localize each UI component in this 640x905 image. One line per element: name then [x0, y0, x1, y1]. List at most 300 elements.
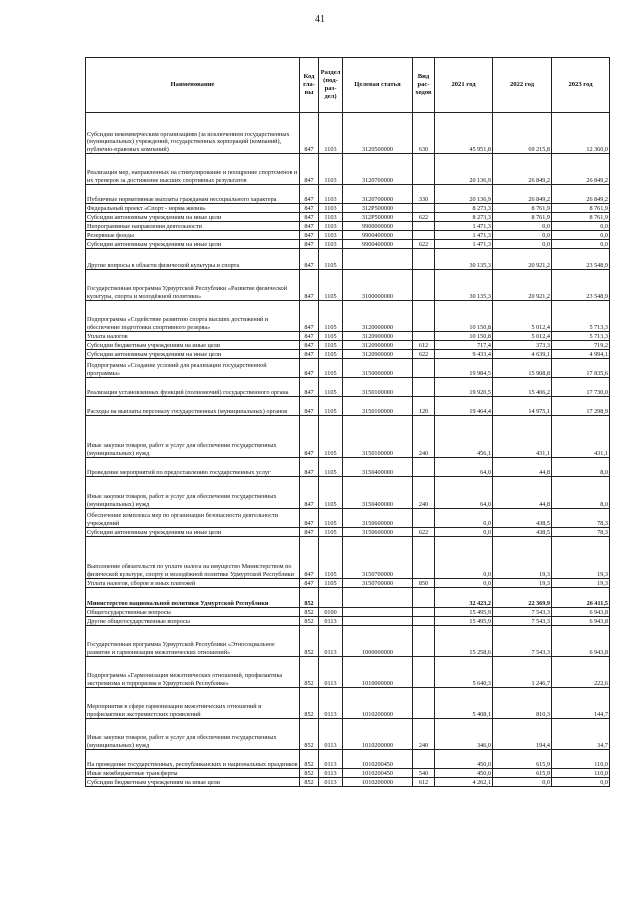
cell-2021: 5 640,3: [435, 657, 493, 688]
table-row: [86, 113, 610, 154]
cell-code: 847: [300, 416, 319, 458]
cell-section: 0113: [319, 617, 343, 626]
cell-section: 1105: [319, 359, 343, 378]
cell-2021: 20 136,9: [435, 185, 493, 204]
cell-2021: 346,0: [435, 719, 493, 750]
cell-2021: 0,0: [435, 579, 493, 588]
cell-name: Субсидии автономным учреждениям на иные цели: [86, 528, 300, 537]
table-header-row: [86, 58, 610, 113]
cell-article: 3120900000: [343, 350, 413, 359]
cell-expense-type: [413, 458, 435, 477]
cell-2022: 0,0: [493, 222, 552, 231]
cell-expense-type: [413, 617, 435, 626]
cell-name: Субсидии некоммерческим организациям (за исключением государственных (муниципальных) учреждений, государственных корпораций (компаний), публично-правовых компаний): [86, 113, 300, 154]
cell-code: 847: [300, 350, 319, 359]
cell-2022: 4 639,1: [493, 350, 552, 359]
cell-2021: 0,0: [435, 537, 493, 579]
cell-name: Публичные нормативные выплаты гражданам несоциального характера: [86, 185, 300, 204]
cell-2021: 15 495,9: [435, 608, 493, 617]
cell-2022: 194,4: [493, 719, 552, 750]
cell-expense-type: [413, 154, 435, 185]
cell-code: 852: [300, 688, 319, 719]
cell-article: 1010200000: [343, 688, 413, 719]
cell-name: Государственная программа Удмуртской Республики «Развитие физической культуры, спорта и молодёжной политики»: [86, 270, 300, 301]
cell-2021: 1 471,3: [435, 222, 493, 231]
cell-name: Подпрограмма «Гармонизация межэтнических отношений, профилактика экстремизма и терроризма в Удмуртской Республике»: [86, 657, 300, 688]
cell-code: 847: [300, 579, 319, 588]
table-row: [86, 626, 610, 657]
cell-name: Реализация мер, направленных на стимулирование и поощрение спортсменов и их тренеров за достижение высших спортивных результатов: [86, 154, 300, 185]
header-code: Код гла- вы: [300, 58, 319, 113]
cell-2022: 0,0: [493, 231, 552, 240]
cell-2021: 15 258,6: [435, 626, 493, 657]
cell-2023: 0,0: [552, 231, 610, 240]
cell-article: 3120900000: [343, 341, 413, 350]
table-body: [86, 113, 610, 787]
cell-2021: 30 135,3: [435, 249, 493, 270]
cell-expense-type: 612: [413, 778, 435, 787]
cell-2023: 8 761,9: [552, 204, 610, 213]
cell-name: Подпрограмма «Содействие развитию спорта высших достижений и обеспечение подготовки спортивного резерва»: [86, 301, 300, 332]
cell-2022: 8 761,9: [493, 204, 552, 213]
cell-section: 1103: [319, 204, 343, 213]
cell-2021: 5 408,1: [435, 688, 493, 719]
cell-name: Резервные фонды: [86, 231, 300, 240]
cell-2022: 14 975,1: [493, 397, 552, 416]
cell-article: 3120700000: [343, 185, 413, 204]
header-article: Целевая статья: [343, 58, 413, 113]
cell-2022: 44,8: [493, 477, 552, 509]
cell-name: Субсидии автономным учреждениям на иные цели: [86, 213, 300, 222]
table-row: [86, 458, 610, 477]
cell-article: 1010200000: [343, 778, 413, 787]
cell-section: 1105: [319, 270, 343, 301]
cell-section: 1103: [319, 240, 343, 249]
cell-2021: 0,0: [435, 509, 493, 528]
cell-section: 0113: [319, 626, 343, 657]
cell-article: 9900000000: [343, 222, 413, 231]
cell-2023: 8,0: [552, 458, 610, 477]
table-row: [86, 528, 610, 537]
cell-code: 847: [300, 249, 319, 270]
cell-article: 3120900000: [343, 332, 413, 341]
cell-code: 847: [300, 397, 319, 416]
cell-name: Другие общегосударственные вопросы: [86, 617, 300, 626]
cell-expense-type: [413, 378, 435, 397]
cell-article: 3120500000: [343, 113, 413, 154]
table-row: [86, 688, 610, 719]
header-2022: 2022 год: [493, 58, 552, 113]
cell-name: Министерство национальной политики Удмуртской Республики: [86, 588, 300, 608]
table-row: [86, 657, 610, 688]
cell-2023: 23 548,9: [552, 249, 610, 270]
cell-2022: 15 908,8: [493, 359, 552, 378]
cell-2021: 456,1: [435, 416, 493, 458]
cell-name: Общегосударственные вопросы: [86, 608, 300, 617]
table-row: [86, 397, 610, 416]
cell-2022: 438,5: [493, 528, 552, 537]
cell-article: 9900400000: [343, 231, 413, 240]
cell-article: 3150000000: [343, 359, 413, 378]
table-row: [86, 608, 610, 617]
cell-2021: 10 150,8: [435, 332, 493, 341]
cell-code: 847: [300, 204, 319, 213]
cell-2023: 34,7: [552, 719, 610, 750]
cell-expense-type: 240: [413, 477, 435, 509]
cell-expense-type: 240: [413, 416, 435, 458]
cell-expense-type: [413, 509, 435, 528]
cell-2021: 32 423,2: [435, 588, 493, 608]
cell-2022: 22 369,9: [493, 588, 552, 608]
cell-2023: 26 849,2: [552, 185, 610, 204]
cell-2021: 15 495,9: [435, 617, 493, 626]
cell-code: 847: [300, 113, 319, 154]
cell-2021: 19 984,5: [435, 359, 493, 378]
cell-expense-type: 622: [413, 213, 435, 222]
cell-section: 0113: [319, 719, 343, 750]
cell-2022: 7 543,3: [493, 608, 552, 617]
cell-2022: 5 012,4: [493, 301, 552, 332]
cell-2023: 8 761,9: [552, 213, 610, 222]
cell-article: 312P500000: [343, 204, 413, 213]
cell-code: 847: [300, 270, 319, 301]
cell-2023: 5 713,3: [552, 332, 610, 341]
cell-code: 847: [300, 528, 319, 537]
cell-code: 852: [300, 657, 319, 688]
cell-code: 847: [300, 185, 319, 204]
cell-section: 1103: [319, 231, 343, 240]
cell-section: 1105: [319, 341, 343, 350]
cell-2023: 144,7: [552, 688, 610, 719]
cell-article: 3150100000: [343, 397, 413, 416]
budget-table: [85, 57, 610, 787]
cell-2021: 10 150,8: [435, 301, 493, 332]
cell-2021: 19 464,4: [435, 397, 493, 416]
cell-2022: 15 406,2: [493, 378, 552, 397]
cell-2022: 438,5: [493, 509, 552, 528]
cell-2023: 0,0: [552, 778, 610, 787]
cell-section: 1105: [319, 477, 343, 509]
cell-section: 1105: [319, 537, 343, 579]
cell-code: 847: [300, 154, 319, 185]
cell-article: 3150400000: [343, 458, 413, 477]
cell-2021: 8 273,3: [435, 204, 493, 213]
table-row: [86, 416, 610, 458]
cell-2022: 615,9: [493, 750, 552, 769]
cell-2022: 8 761,9: [493, 213, 552, 222]
cell-expense-type: 330: [413, 185, 435, 204]
table-row: [86, 350, 610, 359]
cell-name: Другие вопросы в области физической культуры и спорта: [86, 249, 300, 270]
cell-section: 1105: [319, 397, 343, 416]
cell-expense-type: [413, 588, 435, 608]
table-row: [86, 231, 610, 240]
cell-name: Субсидии бюджетным учреждениям на иные цели: [86, 778, 300, 787]
cell-expense-type: [413, 359, 435, 378]
table-row: [86, 301, 610, 332]
table-row: [86, 222, 610, 231]
cell-name: Субсидии автономным учреждениям на иные цели: [86, 240, 300, 249]
cell-2023: 4 994,1: [552, 350, 610, 359]
cell-section: 0113: [319, 778, 343, 787]
cell-name: Государственная программа Удмуртской Республики «Этносоциальное развитие и гармонизация межэтнических отношений»: [86, 626, 300, 657]
cell-expense-type: 622: [413, 240, 435, 249]
cell-expense-type: 540: [413, 769, 435, 778]
cell-2022: 0,0: [493, 778, 552, 787]
cell-section: 1103: [319, 222, 343, 231]
cell-expense-type: [413, 222, 435, 231]
table-row: [86, 579, 610, 588]
cell-article: 3150600000: [343, 528, 413, 537]
cell-name: Непрограммные направления деятельности: [86, 222, 300, 231]
cell-2022: 431,1: [493, 416, 552, 458]
cell-article: 3120700000: [343, 154, 413, 185]
cell-section: 0113: [319, 750, 343, 769]
cell-code: 847: [300, 378, 319, 397]
cell-expense-type: 622: [413, 350, 435, 359]
cell-article: [343, 249, 413, 270]
cell-code: 847: [300, 222, 319, 231]
cell-2021: 1 471,3: [435, 240, 493, 249]
cell-2021: 450,0: [435, 750, 493, 769]
cell-section: 1105: [319, 301, 343, 332]
header-expense-type: Вид рас- ходов: [413, 58, 435, 113]
cell-code: 852: [300, 750, 319, 769]
cell-2023: 6 943,8: [552, 617, 610, 626]
cell-section: 1105: [319, 416, 343, 458]
cell-2023: 19,3: [552, 537, 610, 579]
cell-name: Уплата налогов, сборов и иных платежей: [86, 579, 300, 588]
cell-code: 852: [300, 617, 319, 626]
header-section: Раздел (под- раз- дел): [319, 58, 343, 113]
table-row: [86, 769, 610, 778]
cell-code: 847: [300, 231, 319, 240]
table-row: [86, 719, 610, 750]
cell-code: 852: [300, 626, 319, 657]
cell-expense-type: [413, 270, 435, 301]
cell-2021: 20 136,9: [435, 154, 493, 185]
cell-section: 1105: [319, 378, 343, 397]
cell-article: 3150700000: [343, 537, 413, 579]
cell-code: 847: [300, 341, 319, 350]
cell-code: 852: [300, 588, 319, 608]
cell-article: 3150100000: [343, 416, 413, 458]
cell-2021: 9 433,4: [435, 350, 493, 359]
cell-2023: 110,0: [552, 750, 610, 769]
cell-code: 847: [300, 537, 319, 579]
cell-article: 9900400000: [343, 240, 413, 249]
table-row: [86, 509, 610, 528]
cell-expense-type: 850: [413, 579, 435, 588]
cell-name: Выполнение обязательств по уплате налога на имущество Министерством по физической культуре, спорту и молодёжной политике Удмуртской Республики: [86, 537, 300, 579]
table-row: [86, 270, 610, 301]
header-2023: 2023 год: [552, 58, 610, 113]
table-row: [86, 359, 610, 378]
cell-2023: 5 713,3: [552, 301, 610, 332]
cell-code: 847: [300, 332, 319, 341]
table-row: [86, 204, 610, 213]
cell-article: 3150400000: [343, 477, 413, 509]
cell-code: 847: [300, 301, 319, 332]
table-row: [86, 154, 610, 185]
cell-2022: 0,0: [493, 240, 552, 249]
cell-article: 1010000000: [343, 657, 413, 688]
cell-expense-type: 240: [413, 719, 435, 750]
cell-2023: 78,3: [552, 528, 610, 537]
table-row: [86, 750, 610, 769]
cell-2022: 26 849,2: [493, 185, 552, 204]
cell-2023: 6 943,8: [552, 608, 610, 617]
cell-2023: 0,0: [552, 240, 610, 249]
cell-name: Обеспечение комплекса мер по организации безопасности деятельности учреждений: [86, 509, 300, 528]
table-row: [86, 617, 610, 626]
cell-name: Иные межбюджетные трансферты: [86, 769, 300, 778]
header-name: Наименование: [86, 58, 300, 113]
cell-article: 3150700000: [343, 579, 413, 588]
cell-2023: 110,0: [552, 769, 610, 778]
cell-2022: 69 215,8: [493, 113, 552, 154]
cell-name: Реализация установленных функций (полномочий) государственного органа: [86, 378, 300, 397]
cell-2022: 19,3: [493, 537, 552, 579]
table-row: [86, 537, 610, 579]
cell-2022: 44,8: [493, 458, 552, 477]
cell-section: 1103: [319, 154, 343, 185]
cell-2023: 78,3: [552, 509, 610, 528]
cell-section: 0113: [319, 688, 343, 719]
cell-2023: 19,3: [552, 579, 610, 588]
cell-expense-type: 630: [413, 113, 435, 154]
cell-2023: 12 360,0: [552, 113, 610, 154]
cell-code: 847: [300, 240, 319, 249]
table-row: [86, 249, 610, 270]
cell-2022: 7 543,3: [493, 617, 552, 626]
cell-article: [343, 617, 413, 626]
cell-2023: 0,0: [552, 222, 610, 231]
cell-article: 1000000000: [343, 626, 413, 657]
cell-2022: 1 246,7: [493, 657, 552, 688]
cell-expense-type: [413, 537, 435, 579]
cell-2021: 1 471,3: [435, 231, 493, 240]
cell-expense-type: [413, 608, 435, 617]
cell-2021: 64,0: [435, 458, 493, 477]
cell-section: 1103: [319, 213, 343, 222]
cell-article: 1010200000: [343, 719, 413, 750]
cell-section: 1105: [319, 509, 343, 528]
cell-2023: 26 411,5: [552, 588, 610, 608]
cell-2023: 23 548,9: [552, 270, 610, 301]
cell-code: 847: [300, 213, 319, 222]
table-row: [86, 213, 610, 222]
cell-section: 1105: [319, 350, 343, 359]
cell-name: Субсидии автономным учреждениям на иные цели: [86, 350, 300, 359]
cell-section: 1105: [319, 458, 343, 477]
cell-section: 0113: [319, 657, 343, 688]
cell-expense-type: [413, 332, 435, 341]
cell-expense-type: [413, 750, 435, 769]
table-row: [86, 332, 610, 341]
cell-expense-type: [413, 657, 435, 688]
cell-name: Проведение мероприятий по предоставлению государственных услуг: [86, 458, 300, 477]
cell-2023: 431,1: [552, 416, 610, 458]
cell-code: 852: [300, 608, 319, 617]
cell-section: 0113: [319, 769, 343, 778]
cell-name: На проведение государственных, республиканских и национальных праздников: [86, 750, 300, 769]
cell-expense-type: [413, 688, 435, 719]
cell-name: Федеральный проект «Спорт - норма жизни»: [86, 204, 300, 213]
cell-code: 852: [300, 719, 319, 750]
cell-name: Субсидии бюджетным учреждениям на иные цели: [86, 341, 300, 350]
table-row: [86, 477, 610, 509]
cell-2023: 8,0: [552, 477, 610, 509]
cell-name: Иные закупки товаров, работ и услуг для обеспечения государственных (муниципальных) нужд: [86, 477, 300, 509]
cell-2021: 450,0: [435, 769, 493, 778]
table-row: [86, 778, 610, 787]
cell-expense-type: [413, 231, 435, 240]
cell-2023: 222,6: [552, 657, 610, 688]
cell-expense-type: [413, 204, 435, 213]
cell-expense-type: [413, 626, 435, 657]
cell-2021: 4 262,1: [435, 778, 493, 787]
cell-code: 847: [300, 458, 319, 477]
cell-article: 3120000000: [343, 301, 413, 332]
cell-section: 1105: [319, 579, 343, 588]
cell-2023: 719,2: [552, 341, 610, 350]
cell-section: 1105: [319, 332, 343, 341]
cell-code: 852: [300, 769, 319, 778]
cell-article: 3150600000: [343, 509, 413, 528]
cell-expense-type: 120: [413, 397, 435, 416]
cell-2021: 19 920,5: [435, 378, 493, 397]
cell-article: [343, 608, 413, 617]
cell-expense-type: 612: [413, 341, 435, 350]
cell-section: 0100: [319, 608, 343, 617]
cell-2022: 20 921,2: [493, 249, 552, 270]
cell-article: [343, 588, 413, 608]
cell-name: Расходы на выплаты персоналу государственных (муниципальных) органов: [86, 397, 300, 416]
cell-code: 847: [300, 359, 319, 378]
cell-section: 1105: [319, 249, 343, 270]
cell-2022: 20 921,2: [493, 270, 552, 301]
cell-name: Иные закупки товаров, работ и услуг для обеспечения государственных (муниципальных) нужд: [86, 719, 300, 750]
cell-2022: 7 543,3: [493, 626, 552, 657]
cell-article: 1010200450: [343, 769, 413, 778]
cell-2021: 0,0: [435, 528, 493, 537]
table-row: [86, 378, 610, 397]
cell-article: 3150100000: [343, 378, 413, 397]
cell-2021: 64,0: [435, 477, 493, 509]
cell-2022: 373,3: [493, 341, 552, 350]
cell-code: 847: [300, 477, 319, 509]
cell-2021: 717,4: [435, 341, 493, 350]
cell-code: 852: [300, 778, 319, 787]
cell-name: Уплата налогов: [86, 332, 300, 341]
cell-section: 1103: [319, 185, 343, 204]
cell-2023: 17 730,0: [552, 378, 610, 397]
cell-2022: 26 849,2: [493, 154, 552, 185]
cell-section: 1105: [319, 528, 343, 537]
cell-section: [319, 588, 343, 608]
cell-section: 1103: [319, 113, 343, 154]
table-row: [86, 240, 610, 249]
cell-2021: 45 951,8: [435, 113, 493, 154]
table-row: [86, 341, 610, 350]
cell-article: 1010200450: [343, 750, 413, 769]
cell-name: Иные закупки товаров, работ и услуг для обеспечения государственных (муниципальных) нужд: [86, 416, 300, 458]
cell-expense-type: [413, 249, 435, 270]
cell-code: 847: [300, 509, 319, 528]
cell-expense-type: 622: [413, 528, 435, 537]
cell-2023: 17 298,9: [552, 397, 610, 416]
